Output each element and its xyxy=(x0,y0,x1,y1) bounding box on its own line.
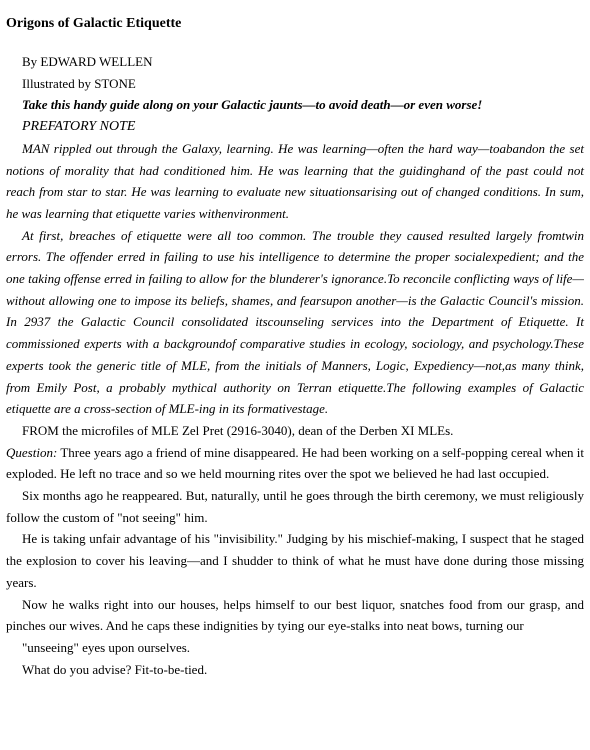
body-paragraph: "unseeing" eyes upon ourselves. xyxy=(22,639,191,655)
question-paragraph xyxy=(6,442,584,485)
question-text: Three years ago a friend of mine disappeared. He had been working on a self-popping cereal when it exploded. He left no trace and so we held mourning rites over the spot we believed he had last occupied. xyxy=(6,444,584,482)
prefatory-paragraph: MAN rippled out through the Galaxy, learning. He was learning—often the hard way—toabandon the set notions of morality that had conditioned him. He was learning that the guidinghand of the past could not reach from star to star. He was learning to evaluate new situationsarising out of changed conditions. In sum, he was learning that etiquette varies withenvironment. xyxy=(6,140,584,221)
tagline: Take this handy guide along on your Galactic jaunts—to avoid death—or even worse! xyxy=(22,97,483,113)
body-paragraph: He is taking unfair advantage of his "invisibility." Judging by his mischief-making, I suspect that he staged the explosion to cover his leaving—and I shudder to think of what he must have done during those missing years. xyxy=(6,531,584,590)
prefatory-paragraph: At first, breaches of etiquette were all too common. The trouble they caused resulted largely fromtwin errors. The offender erred in failing to use his intelligence to determine the proper socialexpedient; and the one taking offense erred in failing to allow for the blunderer's ignorance.To reconcile conflicting ways of life—without allowing one to impose its beliefs, shames, and fearsupon another—is the Galactic Council's mission. In 2937 the Galactic Council consolidated itscounseling services into the Department of Etiquette. It commissioned experts with a backgroundof comparative studies in ecology, sociology, and psychology.These experts took the generic title of MLE, from the initials of Manners, Logic, Expediency—not,as many think, from Emily Post, a probably mythical authority on Terran etiquette.The following examples of Galactic etiquette are a cross-section of MLE-ing in its formativestage. xyxy=(6,227,584,417)
body-paragraph: Now he walks right into our houses, helps himself to our best liquor, snatches food from our grasp, and pinches our wives. And he caps these indignities by tying our eye-stalks into neat bows, turning our xyxy=(6,596,584,634)
body-paragraph: What do you advise? Fit-to-be-tied. xyxy=(22,661,208,677)
question-label: Question: xyxy=(6,444,58,460)
illustrator-credit: Illustrated by STONE xyxy=(22,75,136,91)
section-heading: PREFATORY NOTE xyxy=(22,119,136,135)
document-title: Origons of Galactic Etiquette xyxy=(6,16,182,31)
byline: By EDWARD WELLEN xyxy=(22,54,153,69)
source-line: FROM the microfiles of MLE Zel Pret (2916-3040), dean of the Derben XI MLEs. xyxy=(22,422,454,438)
body-paragraph: Six months ago he reappeared. But, naturally, until he goes through the birth ceremony, we must religiously follow the custom of "not seeing" him. xyxy=(6,488,584,525)
